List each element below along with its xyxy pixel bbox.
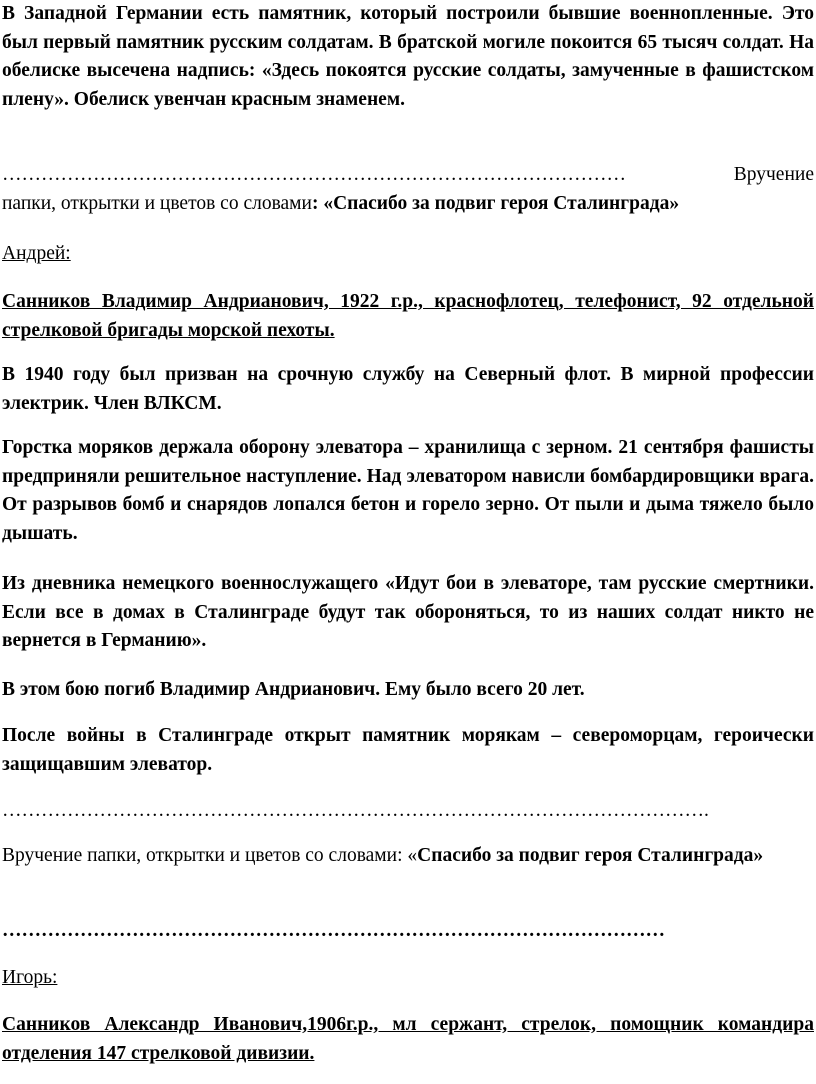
- award-text: папки, открытки и цветов со словами: [2, 192, 312, 214]
- dots-line: ……………………………………………………………………………………: [2, 164, 626, 185]
- paragraph-service: В 1940 году был призван на срочную службу на Северный флот. В мирной профессии электрик. Член ВЛКСМ.: [2, 364, 814, 414]
- award-2-text: Вручение папки, открытки и цветов со словами: «: [2, 845, 418, 866]
- paragraph-monument: В Западной Германии есть памятник, который построили бывшие военнопленные. Это был первый памятник русским солдатам. В братской могиле покоится 65 тысяч солдат. На обелиске высечена надпись: «Здесь покоятся русские солдаты, замученные в фашистском плену». Обелиск увенчан красным знаменем.: [2, 3, 814, 110]
- award-quote: : «Спасибо за подвиг героя Сталинграда»: [311, 192, 680, 214]
- dots-separator-2: ……………………………………………………………………………………………….: [2, 800, 709, 821]
- speaker-igor: Игорь:: [2, 967, 58, 988]
- dots-separator-3: …………………………………………………………………………………………: [2, 920, 665, 941]
- paragraph-award-1: [2, 161, 814, 218]
- paragraph-elevator: Горстка моряков держала оборону элеватора – хранилища с зерном. 21 сентября фашисты предприняли решительное наступление. Над элеватором нависли бомбардировщики врага. От разрывов бомб и снарядов лопался бетон и горело зерно. От пыли и дыма тяжело было дышать.: [2, 437, 814, 544]
- paragraph-award-2: [2, 842, 814, 871]
- speaker-andrey: Андрей:: [2, 243, 71, 264]
- award-word: Вручение: [733, 164, 814, 185]
- paragraph-death: В этом бою погиб Владимир Андрианович. Ему было всего 20 лет.: [2, 679, 585, 700]
- heading-sannikov-alexandr: Санников Александр Иванович,1906г.р., мл сержант, стрелок, помощник командира отделения 147 стрелковой дивизии.: [2, 1014, 814, 1064]
- paragraph-diary: Из дневника немецкого военнослужащего «Идут бои в элеваторе, там русские смертники. Если все в домах в Сталинграде будут так обороняться, то из наших солдат никто не вернется в Германию».: [2, 573, 814, 651]
- award-2-quote: Спасибо за подвиг героя Сталинграда»: [417, 845, 764, 866]
- heading-sannikov-vladimir: Санников Владимир Андрианович, 1922 г.р., краснофлотец, телефонист, 92 отдельной стрелковой бригады морской пехоты.: [2, 291, 814, 341]
- paragraph-memorial: После войны в Сталинграде открыт памятник морякам – североморцам, героически защищавшим элеватор.: [2, 725, 814, 775]
